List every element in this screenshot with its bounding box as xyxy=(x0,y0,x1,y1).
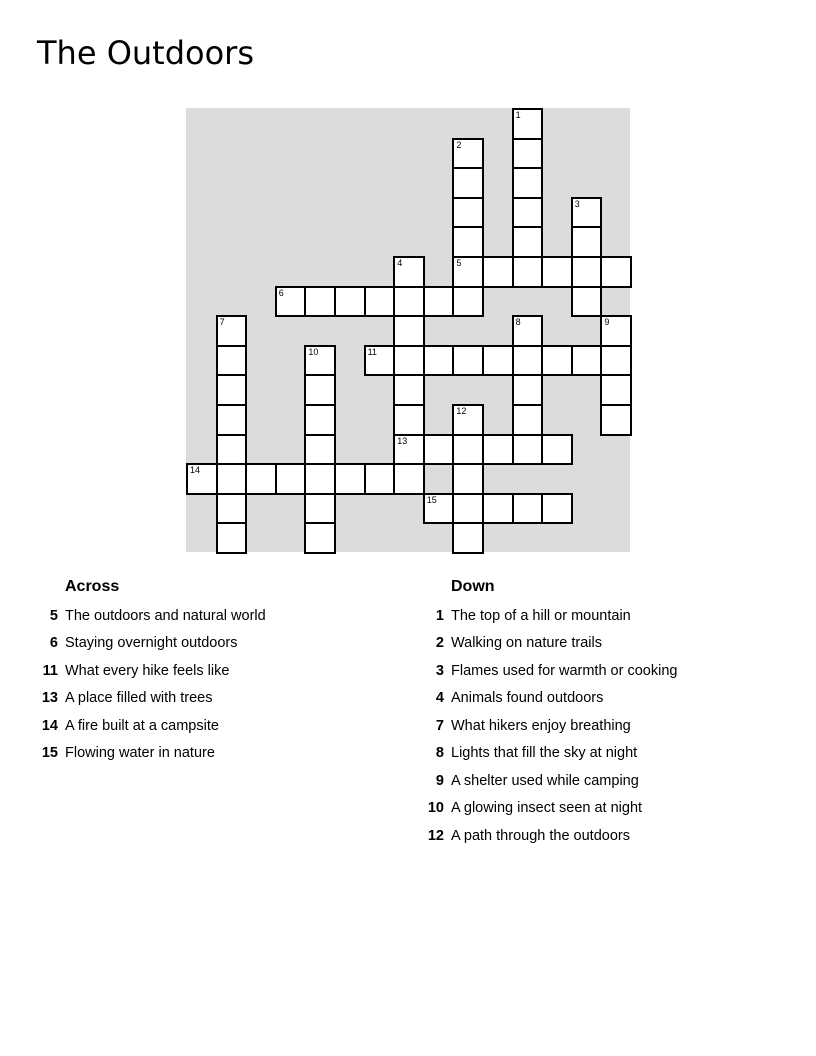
clue-number: 1 xyxy=(435,607,444,624)
crossword-cell[interactable] xyxy=(393,404,425,436)
cell-number: 13 xyxy=(397,435,408,446)
cell-number: 9 xyxy=(604,317,610,328)
crossword-cell[interactable] xyxy=(393,286,425,318)
clue-number: 8 xyxy=(435,745,444,762)
cell-number: 10 xyxy=(308,346,319,357)
crossword-cell[interactable] xyxy=(482,345,514,377)
across-clue xyxy=(30,740,370,768)
cell-number: 6 xyxy=(278,287,284,298)
down-clue xyxy=(416,602,776,630)
cell-number: 7 xyxy=(219,317,225,328)
crossword-cell[interactable] xyxy=(512,315,544,347)
clue-number: 10 xyxy=(427,800,444,817)
crossword-cell[interactable] xyxy=(216,345,248,377)
clue-text: A shelter used while camping xyxy=(451,772,639,789)
cell-number: 12 xyxy=(456,406,467,416)
crossword-cell[interactable] xyxy=(393,315,425,347)
across-clues xyxy=(30,574,370,767)
down-clue-list xyxy=(416,602,776,850)
crossword-cell[interactable] xyxy=(216,463,248,495)
down-clue xyxy=(416,712,776,740)
clue-number: 4 xyxy=(435,690,444,707)
down-clue xyxy=(416,657,776,685)
crossword-cell[interactable] xyxy=(304,463,336,495)
across-clue xyxy=(30,685,370,713)
crossword-cell[interactable] xyxy=(512,256,544,288)
crossword-cell[interactable] xyxy=(452,256,484,288)
crossword-cell[interactable] xyxy=(275,286,307,318)
clue-text: What hikers enjoy breathing xyxy=(451,717,631,734)
crossword-cell[interactable] xyxy=(512,108,544,140)
crossword-cell[interactable] xyxy=(452,226,484,258)
down-clue xyxy=(416,685,776,713)
down-clue xyxy=(416,795,776,823)
crossword-cell[interactable] xyxy=(216,374,248,406)
crossword-cell[interactable] xyxy=(216,434,248,466)
down-heading: Down xyxy=(451,578,495,595)
clue-text: What every hike feels like xyxy=(65,662,230,679)
clue-text: A path through the outdoors xyxy=(451,827,630,844)
crossword-cell[interactable] xyxy=(541,256,573,288)
cell-number: 8 xyxy=(515,317,521,328)
crossword-cell[interactable] xyxy=(364,463,396,495)
clue-number: 15 xyxy=(41,745,58,762)
crossword-cell[interactable] xyxy=(452,434,484,466)
crossword-cell[interactable] xyxy=(452,522,484,554)
crossword-cell[interactable] xyxy=(304,493,336,525)
down-clue xyxy=(416,630,776,658)
clue-number: 2 xyxy=(435,635,444,652)
crossword-cell[interactable] xyxy=(452,167,484,199)
crossword-cell[interactable] xyxy=(304,404,336,436)
clue-text: A place filled with trees xyxy=(65,690,213,707)
crossword-cell[interactable] xyxy=(364,286,396,318)
crossword-cell[interactable] xyxy=(216,404,248,436)
crossword-cell[interactable] xyxy=(452,197,484,229)
crossword-cell[interactable] xyxy=(393,256,425,288)
clue-number: 7 xyxy=(435,717,444,734)
page-title: The Outdoors xyxy=(37,34,254,72)
crossword-cell[interactable] xyxy=(186,463,218,495)
clue-number: 6 xyxy=(49,635,58,652)
crossword-cell[interactable] xyxy=(364,345,396,377)
clue-number: 3 xyxy=(435,662,444,679)
clue-number: 14 xyxy=(41,717,58,734)
cell-number: 5 xyxy=(456,258,462,268)
cell-number: 11 xyxy=(367,346,377,357)
crossword-cell[interactable] xyxy=(393,463,425,495)
crossword-cell[interactable] xyxy=(512,493,544,525)
across-heading: Across xyxy=(65,578,120,595)
crossword-cell[interactable] xyxy=(452,493,484,525)
clue-text: A glowing insect seen at night xyxy=(451,800,643,817)
crossword-cell[interactable] xyxy=(600,374,632,406)
crossword-cell[interactable] xyxy=(452,404,484,436)
crossword-cell[interactable] xyxy=(304,434,336,466)
crossword-cell[interactable] xyxy=(512,404,544,436)
crossword-cell[interactable] xyxy=(423,434,455,466)
crossword-cell[interactable] xyxy=(393,345,425,377)
crossword-cell[interactable] xyxy=(452,286,484,318)
crossword-cell[interactable] xyxy=(512,167,544,199)
crossword-cell[interactable] xyxy=(423,345,455,377)
crossword-cell[interactable] xyxy=(571,197,603,229)
cell-number: 1 xyxy=(515,110,521,120)
crossword-cell[interactable] xyxy=(304,374,336,406)
crossword-cell[interactable] xyxy=(216,522,248,554)
clue-text: The outdoors and natural world xyxy=(65,607,266,624)
crossword-cell[interactable] xyxy=(393,374,425,406)
clue-number: 11 xyxy=(42,662,58,679)
crossword-cell[interactable] xyxy=(541,345,573,377)
crossword-cell[interactable] xyxy=(452,345,484,377)
cell-number: 4 xyxy=(397,258,403,268)
crossword-cell[interactable] xyxy=(571,345,603,377)
clue-text: Flowing water in nature xyxy=(65,745,215,762)
across-clue xyxy=(30,630,370,658)
clue-text: The top of a hill or mountain xyxy=(451,607,631,624)
across-clue xyxy=(30,602,370,630)
across-clue xyxy=(30,712,370,740)
crossword-cell[interactable] xyxy=(541,493,573,525)
crossword-cell[interactable] xyxy=(304,522,336,554)
crossword-cell[interactable] xyxy=(482,256,514,288)
down-clue xyxy=(416,822,776,850)
crossword-cell[interactable] xyxy=(393,434,425,466)
crossword-cell[interactable] xyxy=(571,256,603,288)
crossword-cell[interactable] xyxy=(541,434,573,466)
crossword-cell[interactable] xyxy=(423,493,455,525)
crossword-cell[interactable] xyxy=(452,138,484,170)
clue-number: 13 xyxy=(41,690,58,707)
crossword-cell[interactable] xyxy=(512,434,544,466)
crossword-cell[interactable] xyxy=(512,138,544,170)
across-clue-list xyxy=(30,602,370,767)
clue-text: Lights that fill the sky at night xyxy=(451,745,638,762)
clue-text: Flames used for warmth or cooking xyxy=(451,662,678,679)
crossword-grid xyxy=(186,108,630,552)
crossword-cell[interactable] xyxy=(512,226,544,258)
clue-text: A fire built at a campsite xyxy=(65,717,219,734)
crossword-cell[interactable] xyxy=(334,463,366,495)
cell-number: 15 xyxy=(426,494,437,505)
crossword-cell[interactable] xyxy=(600,315,632,347)
cell-number: 3 xyxy=(574,198,580,209)
crossword-cell[interactable] xyxy=(571,286,603,318)
crossword-cell[interactable] xyxy=(334,286,366,318)
crossword-cell[interactable] xyxy=(512,374,544,406)
crossword-cell[interactable] xyxy=(482,493,514,525)
down-clues xyxy=(416,574,776,850)
down-clue xyxy=(416,767,776,795)
crossword-cell[interactable] xyxy=(482,434,514,466)
crossword-cell[interactable] xyxy=(600,404,632,436)
crossword-cell[interactable] xyxy=(600,256,632,288)
cell-number: 14 xyxy=(190,465,201,476)
clue-text: Walking on nature trails xyxy=(451,635,602,652)
crossword-cell[interactable] xyxy=(423,286,455,318)
crossword-cell[interactable] xyxy=(600,345,632,377)
clue-number: 12 xyxy=(427,827,444,844)
crossword-cell[interactable] xyxy=(304,345,336,377)
crossword-cell[interactable] xyxy=(571,226,603,258)
crossword-cell[interactable] xyxy=(216,493,248,525)
crossword-cell[interactable] xyxy=(512,345,544,377)
across-clue xyxy=(30,657,370,685)
clue-number: 9 xyxy=(435,772,444,789)
crossword-cell[interactable] xyxy=(452,463,484,495)
crossword-cell[interactable] xyxy=(512,197,544,229)
clue-text: Staying overnight outdoors xyxy=(65,635,238,652)
crossword-cell[interactable] xyxy=(245,463,277,495)
crossword-cell[interactable] xyxy=(275,463,307,495)
clue-text: Animals found outdoors xyxy=(451,690,604,707)
clue-number: 5 xyxy=(49,607,58,624)
down-clue xyxy=(416,740,776,768)
crossword-cell[interactable] xyxy=(304,286,336,318)
cell-number: 2 xyxy=(456,139,462,150)
crossword-cell[interactable] xyxy=(216,315,248,347)
